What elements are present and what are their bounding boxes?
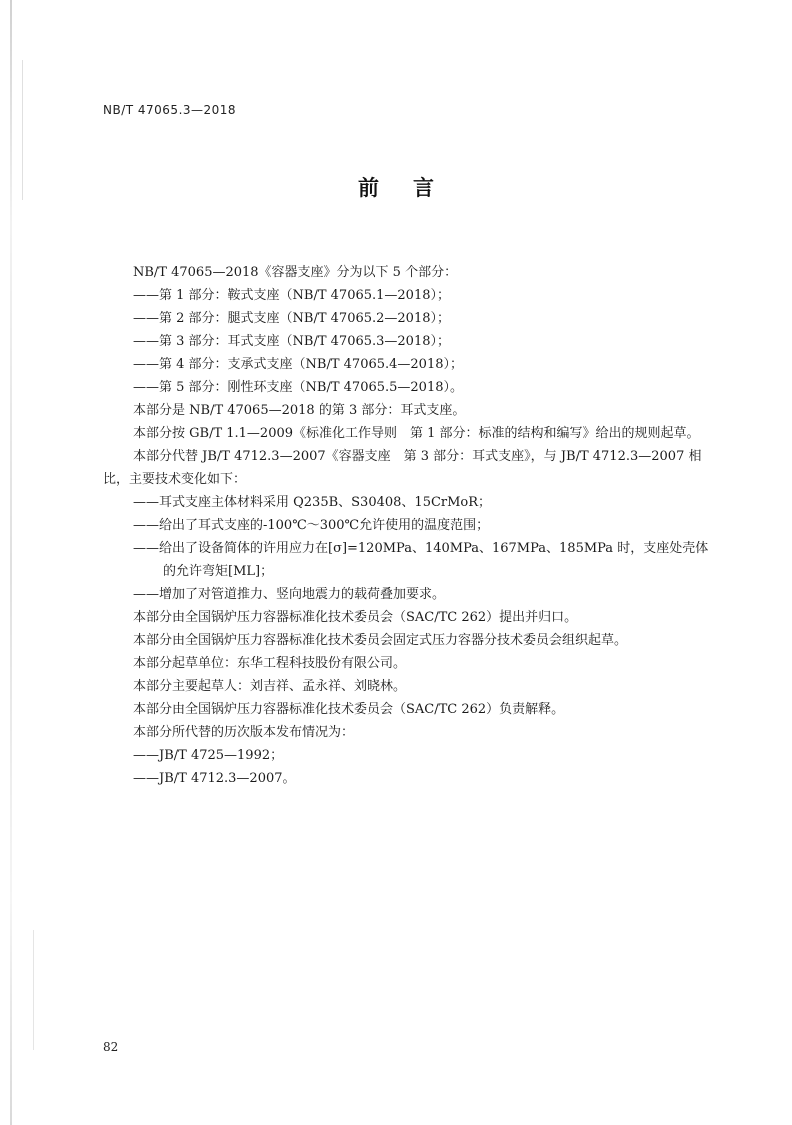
paragraph-line: 本部分主要起草人：刘吉祥、孟永祥、刘晓林。 (133, 679, 407, 694)
list-item-continuation: 的允许弯矩[ML]； (163, 564, 274, 579)
paragraph-line: 本部分是 NB/T 47065—2018 的第 3 部分：耳式支座。 (133, 403, 466, 418)
list-item: ——给出了设备简体的许用应力在[σ]=120MPa、140MPa、167MPa、185MPa 时，支座处壳体 (133, 541, 709, 556)
list-item: ——第 1 部分：鞍式支座（NB/T 47065.1—2018）； (133, 288, 450, 303)
page-title: 前言 (358, 176, 468, 200)
paragraph-line: NB/T 47065—2018《容器支座》分为以下 5 个部分： (133, 265, 458, 280)
list-item: ——第 4 部分：支承式支座（NB/T 47065.4—2018）； (133, 357, 463, 372)
page-number: 82 (103, 1040, 119, 1054)
list-item: ——第 3 部分：耳式支座（NB/T 47065.3—2018）； (133, 334, 450, 349)
preface-body (103, 261, 743, 790)
paragraph-line: 本部分起草单位：东华工程科技股份有限公司。 (133, 656, 407, 671)
paragraph-line: 本部分由全国锅炉压力容器标准化技术委员会（SAC/TC 262）提出并归口。 (133, 610, 578, 625)
list-item: ——给出了耳式支座的-100℃～300℃允许使用的温度范围； (133, 518, 490, 533)
paragraph-line: 本部分代替 JB/T 4712.3—2007《容器支座 第 3 部分：耳式支座》，与 JB/T 4712.3—2007 相 (133, 449, 702, 464)
list-item: ——第 2 部分：腿式支座（NB/T 47065.2—2018）； (133, 311, 450, 326)
scan-edge-artifact (33, 930, 34, 1050)
list-item: ——JB/T 4712.3—2007。 (133, 771, 296, 786)
list-item: ——耳式支座主体材料采用 Q235B、S30408、15CrMoR； (133, 495, 492, 510)
list-item: ——第 5 部分：刚性环支座（NB/T 47065.5—2018）。 (133, 380, 463, 395)
list-item: ——JB/T 4725—1992； (133, 748, 284, 763)
document-code-header: NB/T 47065.3—2018 (103, 103, 237, 117)
paragraph-line: 本部分按 GB/T 1.1—2009《标准化工作导则 第 1 部分：标准的结构和编写》给出的规则起草。 (133, 426, 700, 441)
paragraph-line: 本部分由全国锅炉压力容器标准化技术委员会（SAC/TC 262）负责解释。 (133, 702, 565, 717)
paragraph-line: 本部分所代替的历次版本发布情况为： (133, 725, 355, 740)
list-item: ——增加了对管道推力、竖向地震力的载荷叠加要求。 (133, 587, 446, 602)
paragraph-line: 本部分由全国锅炉压力容器标准化技术委员会固定式压力容器分技术委员会组织起草。 (133, 633, 628, 648)
paragraph-line: 比，主要技术变化如下： (103, 472, 247, 487)
scan-edge-artifact (10, 0, 12, 1125)
